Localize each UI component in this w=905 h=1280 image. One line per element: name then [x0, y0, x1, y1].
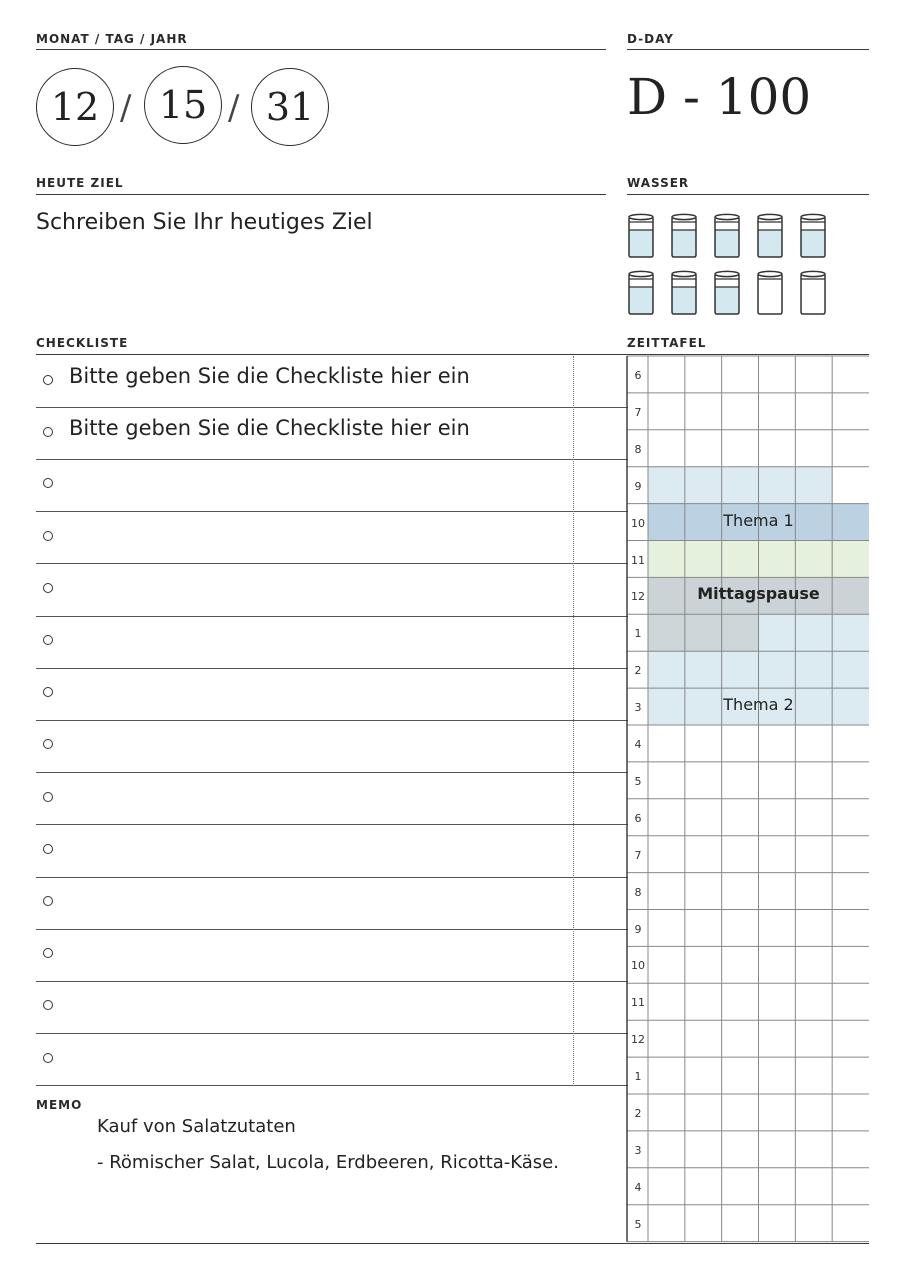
month-value: 12	[50, 85, 100, 129]
bottom-rule	[36, 1243, 869, 1244]
hour-label: 10	[631, 959, 645, 973]
timetable-label: ZEITTAFEL	[627, 336, 707, 350]
hour-label: 11	[631, 553, 645, 567]
hour-label: 11	[631, 996, 645, 1010]
hour-label: 12	[631, 590, 645, 604]
year-value: 31	[265, 85, 315, 129]
hour-label: 7	[634, 848, 642, 862]
checklist-item-text[interactable]: Bitte geben Sie die Checkliste hier ein	[69, 364, 470, 388]
checklist-item-text[interactable]: Bitte geben Sie die Checkliste hier ein	[69, 416, 470, 441]
memo-line-2[interactable]: - Römischer Salat, Lucola, Erdbeeren, Ricotta-Käse.	[97, 1152, 559, 1173]
date-separator: /	[120, 88, 132, 128]
hour-label: 5	[634, 1217, 642, 1231]
hour-label: 3	[634, 1143, 642, 1157]
memo-label: MEMO	[36, 1098, 83, 1112]
timetable-block[interactable]	[759, 614, 870, 651]
hour-label: 12	[631, 1033, 645, 1047]
hour-label: 5	[634, 774, 642, 788]
hour-label: 4	[634, 1180, 642, 1194]
goal-label: HEUTE ZIEL	[36, 176, 124, 190]
date-label: MONAT / TAG / JAHR	[36, 32, 188, 46]
timetable-block[interactable]	[648, 467, 832, 504]
goal-text[interactable]: Schreiben Sie Ihr heutiges Ziel	[36, 210, 373, 235]
dday-label: D-DAY	[627, 32, 674, 46]
hour-label: 10	[631, 516, 645, 530]
hour-label: 2	[634, 664, 642, 678]
checklist-label: CHECKLISTE	[36, 336, 129, 350]
hour-label: 7	[634, 405, 642, 419]
hour-label: 2	[634, 1107, 642, 1120]
hour-label: 9	[634, 479, 642, 493]
timetable-block-label: Thema 2	[723, 695, 794, 715]
timetable-block-label: Mittagspause	[697, 584, 820, 604]
timetable-block-label: Thema 1	[723, 510, 794, 530]
dday-value: D - 100	[627, 68, 812, 126]
hour-label: 9	[634, 922, 642, 936]
hour-label: 4	[634, 738, 642, 751]
hour-label: 8	[634, 442, 642, 456]
water-label: WASSER	[627, 176, 690, 190]
hour-label: 1	[634, 1070, 642, 1084]
memo-line-1[interactable]: Kauf von Salatzutaten	[97, 1116, 296, 1137]
hour-label: 6	[634, 369, 642, 382]
hour-label: 8	[634, 885, 642, 899]
hour-label: 6	[634, 811, 642, 825]
hour-label: 1	[634, 627, 642, 641]
day-value: 15	[158, 83, 208, 127]
hour-label: 3	[634, 701, 642, 715]
date-separator: /	[228, 88, 240, 128]
